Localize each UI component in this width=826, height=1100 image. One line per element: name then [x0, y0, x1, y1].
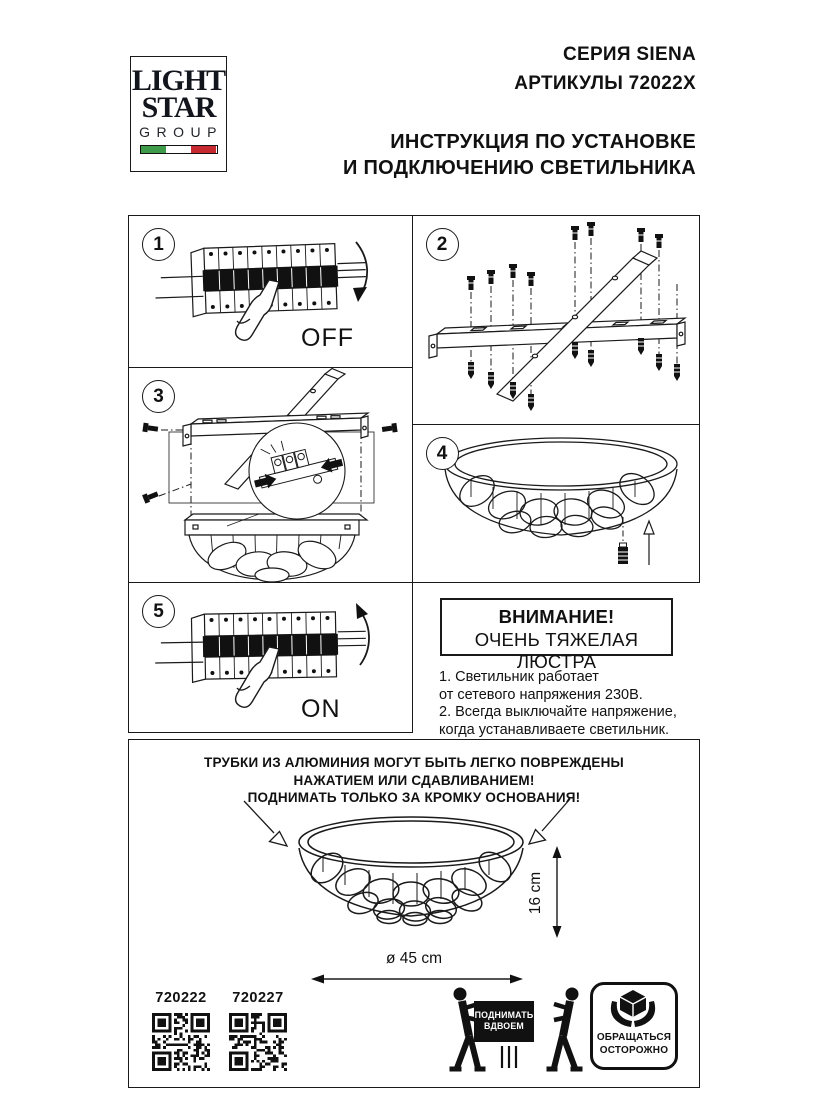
aluminium-warning-line-2: НАЖАТИЕМ ИЛИ СДАВЛИВАНИЕМ!	[293, 772, 535, 788]
lift-with-two-people-icon	[438, 984, 594, 1076]
handle-label-line1: ОБРАЩАТЬСЯ	[596, 1032, 672, 1043]
attention-subtitle: ОЧЕНЬ ТЯЖЕЛАЯ ЛЮСТРА	[474, 629, 639, 672]
handle-label	[593, 1031, 675, 1057]
rotate-up-arrow	[356, 603, 369, 665]
base-and-dome	[185, 514, 367, 582]
height-label: 16 cm	[527, 871, 544, 915]
article-number-right: 720227	[232, 990, 284, 1006]
flag-green	[141, 146, 166, 153]
header	[340, 44, 696, 180]
handling-panel	[128, 739, 700, 1088]
handle-label-line2: ОСТОРОЖНО	[599, 1045, 669, 1056]
attention-notes	[439, 669, 701, 739]
italian-flag-bar	[140, 145, 218, 154]
wiring-detail-balloon	[246, 423, 345, 519]
lift-label-line2: ВДВОЕМ	[484, 1020, 524, 1031]
logo-group: GROUP	[139, 124, 223, 140]
step-badge-3: 3	[142, 380, 175, 413]
note-line-1: 1. Светильник работает	[439, 669, 599, 685]
motion-lines	[502, 1046, 516, 1068]
attention-title: ВНИМАНИЕ!	[498, 606, 615, 627]
instruction-title-line1: ИНСТРУКЦИЯ ПО УСТАНОВКЕ	[390, 131, 696, 153]
step-panel-4	[412, 424, 701, 584]
diameter-label: ø 45 cm	[386, 950, 442, 967]
lift-box-label	[474, 1001, 534, 1042]
flag-red	[191, 146, 216, 153]
rim-arrow-left	[241, 798, 293, 856]
qr-code-left	[152, 1013, 210, 1071]
flag-white	[166, 146, 191, 153]
handle-with-care-icon	[590, 982, 678, 1070]
lift-label-line1: ПОДНИМАТЬ	[474, 1010, 534, 1020]
step-badge-2: 2	[426, 228, 459, 261]
on-label: ON	[301, 694, 341, 723]
note-line-3: 2. Всегда выключайте напряжение,	[439, 704, 677, 720]
series-title: СЕРИЯ SIENA	[562, 44, 696, 65]
articles-title: АРТИКУЛЫ 72022X	[514, 73, 696, 94]
aluminium-warning	[129, 754, 699, 807]
step-panel-1	[128, 215, 413, 368]
logo-light: LIGHT	[131, 64, 226, 97]
step-panel-3	[128, 367, 413, 584]
up-arrow	[644, 521, 654, 565]
step-panel-5	[128, 582, 413, 734]
off-label: OFF	[301, 324, 354, 352]
attention-box	[440, 598, 673, 672]
instruction-title-line2: И ПОДКЛЮЧЕНИЮ СВЕТИЛЬНИКА	[342, 157, 696, 179]
note-line-2: от сетевого напряжения 230В.	[439, 686, 643, 703]
step-badge-1: 1	[142, 228, 175, 261]
qr-code-right	[229, 1013, 287, 1071]
rotate-down-arrow	[353, 242, 367, 302]
article-number-left: 720222	[155, 990, 207, 1006]
chandelier-drawing	[291, 810, 531, 955]
note-line-4: когда устанавливаете светильник.	[439, 721, 670, 738]
step-badge-5: 5	[142, 595, 175, 628]
cube-in-hands-icon	[607, 989, 659, 1033]
aluminium-warning-line-3: ПОДНИМАТЬ ТОЛЬКО ЗА КРОМКУ ОСНОВАНИЯ!	[247, 790, 581, 805]
step-badge-4: 4	[426, 437, 459, 470]
lightstar-logo	[130, 56, 227, 172]
height-dimension-arrow	[549, 846, 565, 938]
step-panel-2	[412, 215, 701, 425]
aluminium-warning-line-1: ТРУБКИ ИЗ АЛЮМИНИЯ МОГУТ БЫТЬ ЛЕГКО ПОВРЕЖДЕНЫ	[204, 755, 624, 770]
logo-star: STAR	[141, 91, 216, 124]
